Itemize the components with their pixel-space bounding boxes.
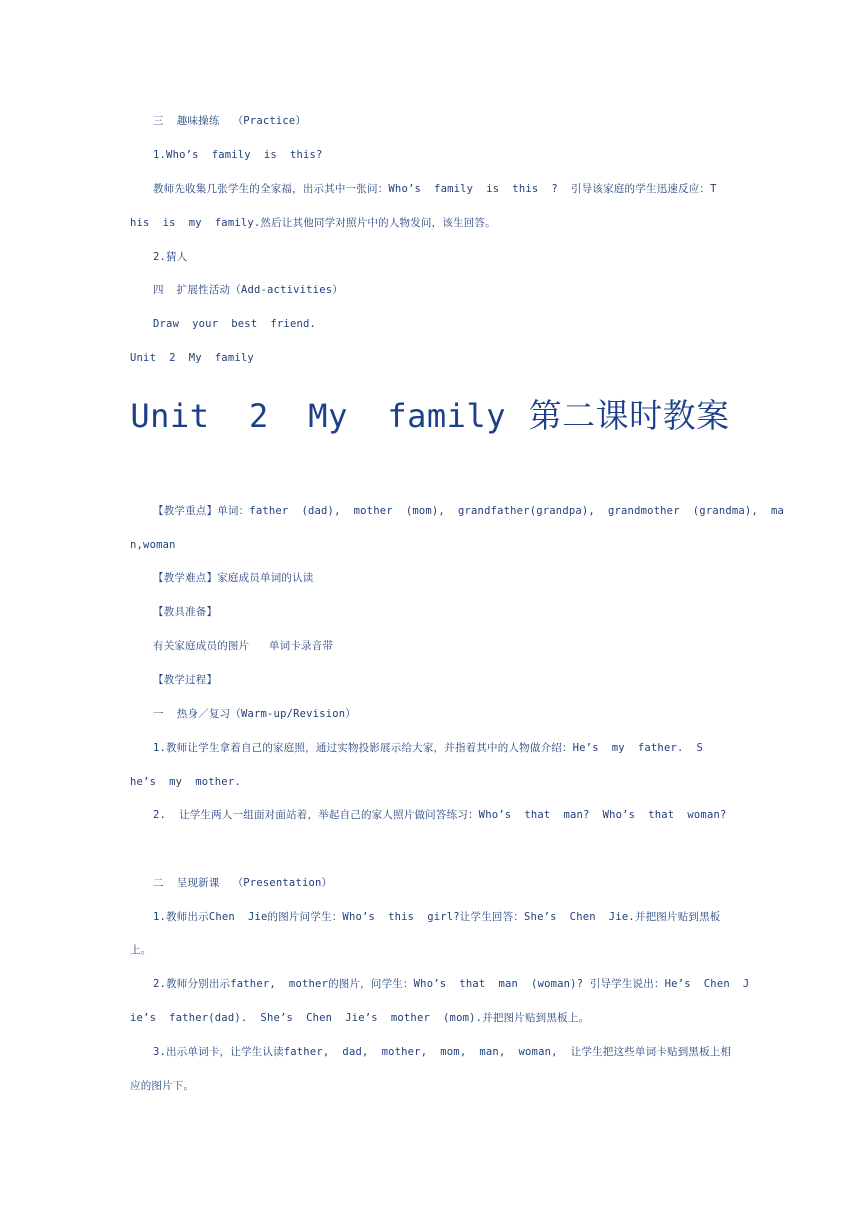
presentation-item3-line2: 应的图片下。 (130, 1080, 195, 1092)
warmup-item1-line2: he’s my mother. (130, 776, 241, 788)
process-heading: 【教学过程】 (153, 674, 218, 686)
presentation-item2-line2: ie’s father(dad). She’s Chen Jie’s mother (mom).并把图片贴到黑板上。 (130, 1012, 590, 1024)
extension-heading: 四 扩展性活动（Add-activities） (153, 284, 343, 296)
materials-heading: 【教具准备】 (153, 606, 218, 618)
warmup-item1-line1: 1.教师让学生拿着自己的家庭照，通过实物投影展示给大家，并指着其中的人物做介绍：He’s my father. S (153, 742, 704, 754)
extension-text: Draw your best friend. (153, 318, 317, 330)
warmup-heading: 一 热身／复习（Warm-up/Revision） (153, 708, 356, 720)
presentation-item2-line1: 2.教师分别出示father, mother的图片，问学生：Who’s that man (woman)? 引导学生说出：He’s Chen J (153, 978, 750, 990)
unit-footer-label: Unit 2 My family (130, 352, 254, 364)
practice-item1-desc-line1: 教师先收集几张学生的全家福，出示其中一张问：Who’s family is this ? 引导该家庭的学生迅速反应：T (153, 183, 717, 195)
presentation-item3-line1: 3.出示单词卡，让学生认读father, dad, mother, mom, man, woman, 让学生把这些单词卡贴到黑板上相 (153, 1046, 732, 1058)
difficulty-line: 【教学难点】家庭成员单词的认读 (153, 572, 314, 584)
page-title-cn: 第二课时教案 (528, 396, 730, 435)
practice-item2-title: 2.猜人 (153, 251, 188, 263)
practice-heading: 三 趣味操练 （Practice） (153, 115, 307, 127)
practice-item1-desc-line2: his is my family.然后让其他同学对照片中的人物发问，该生回答。 (130, 217, 496, 229)
focus-line2: n,woman (130, 539, 176, 551)
presentation-item1-line2: 上。 (130, 944, 152, 956)
page-title (0, 394, 860, 438)
practice-item1-title: 1.Who’s family is this? (153, 149, 323, 161)
warmup-item2: 2. 让学生两人一组面对面站着，举起自己的家人照片做问答练习：Who’s that man? Who’s that woman? (153, 809, 727, 821)
page-title-en: Unit 2 My family (130, 397, 506, 435)
materials-line: 有关家庭成员的图片 单词卡录音带 (153, 640, 334, 652)
focus-line1: 【教学重点】单词：father (dad), mother (mom), grandfather(grandpa), grandmother (grandma), ma (153, 505, 785, 517)
presentation-item1-line1: 1.教师出示Chen Jie的图片问学生：Who’s this girl?让学生回答：She’s Chen Jie.并把图片贴到黑板 (153, 911, 721, 923)
presentation-heading: 二 呈现新课 （Presentation） (153, 877, 333, 889)
